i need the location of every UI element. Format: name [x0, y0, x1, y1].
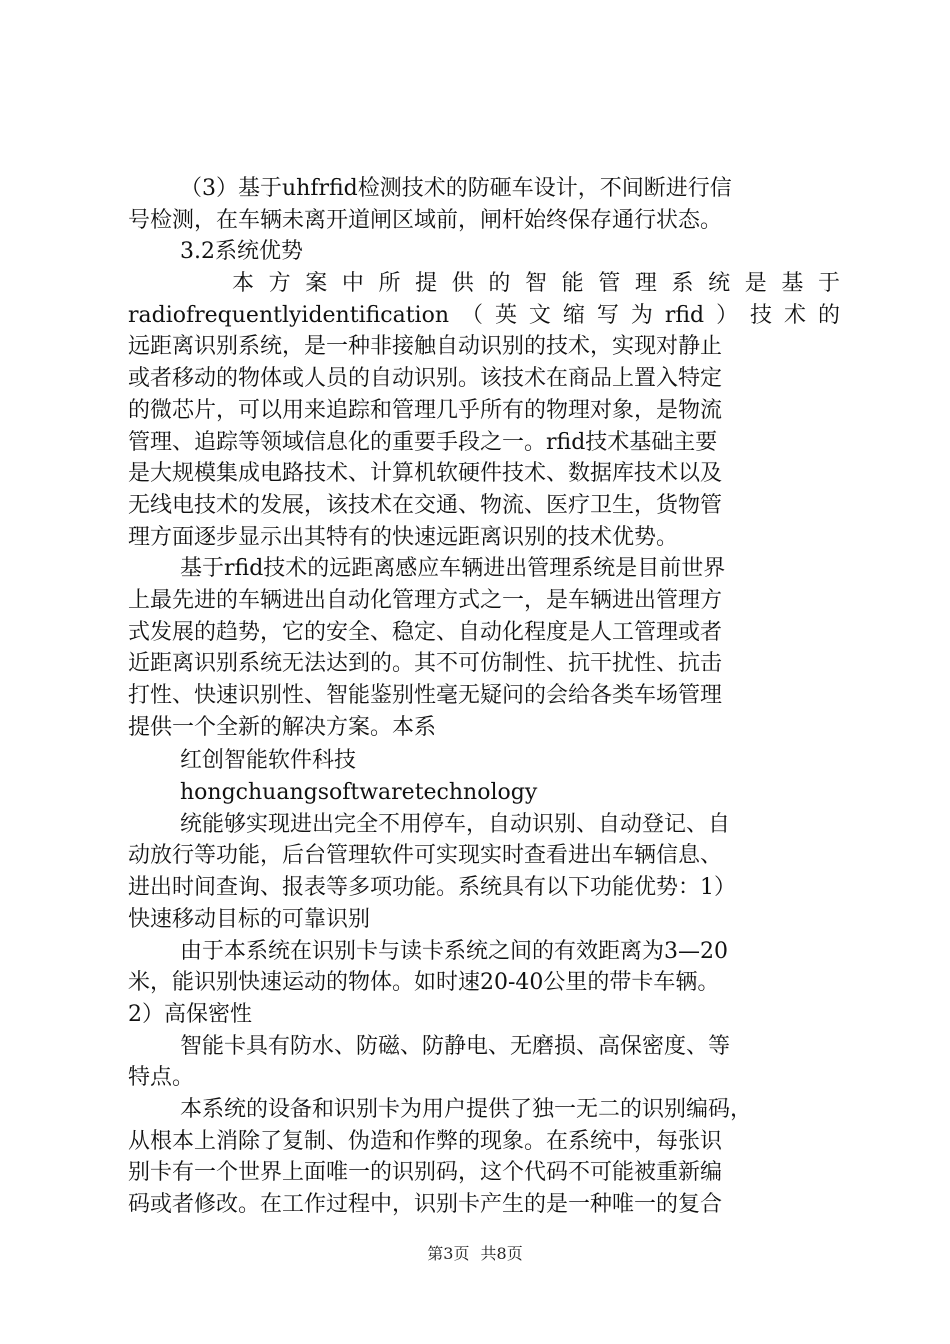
text-line: 码或者修改。在工作过程中，识别卡产生的是一种唯一的复合: [128, 1192, 723, 1217]
text-line: 从根本上消除了复制、伪造和作弊的现象。在系统中，每张识: [128, 1128, 723, 1154]
text-line: 号检测，在车辆未离开道闸区域前，闸杆始终保存通行状态。: [128, 207, 723, 233]
page-total: 共8页: [480, 1244, 523, 1263]
section-heading: 3.2系统优势: [180, 239, 303, 265]
text-line: 式发展的趋势，它的安全、稳定、自动化程度是人工管理或者: [128, 619, 723, 645]
text-line: 是大规模集成电路技术、计算机软硬件技术、数据库技术以及: [128, 461, 723, 487]
text-line: 理方面逐步显示出其特有的快速远距离识别的技术优势。: [128, 524, 679, 550]
text-line: 特点。: [128, 1065, 195, 1091]
text-line: （3）基于uhfrfid检测技术的防砸车设计，不间断进行信: [180, 176, 732, 201]
text-line: 进出时间查询、报表等多项功能。系统具有以下功能优势：1）: [128, 875, 736, 901]
text-line: 打性、快速识别性、智能鉴别性毫无疑问的会给各类车场管理: [128, 683, 723, 708]
text-line: 智能卡具有防水、防磁、防静电、无磨损、高保密度、等: [180, 1033, 731, 1059]
page-number: 第3页: [427, 1244, 470, 1263]
text-line: 统能够实现进出完全不用停车，自动识别、自动登记、自: [180, 811, 731, 837]
text-line: 的微芯片，可以用来追踪和管理几乎所有的物理对象，是物流: [128, 397, 723, 423]
text-line: 由于本系统在识别卡与读卡系统之间的有效距离为3—20: [180, 938, 728, 964]
text-line: 2）高保密性: [128, 1001, 252, 1027]
page-footer: [0, 1244, 950, 1264]
text-line: 基于rfid技术的远距离感应车辆进出管理系统是目前世界: [180, 556, 726, 582]
document-body: [128, 173, 840, 1221]
text-line: 无线电技术的发展，该技术在交通、物流、医疗卫生，货物管: [128, 492, 723, 518]
text-line: 提供一个全新的解决方案。本系: [128, 714, 437, 740]
text-line: radiofrequentlyidentification（英文缩写为rfid）技术的: [128, 302, 840, 328]
text-line: 或者移动的物体或人员的自动识别。该技术在商品上置入特定: [128, 366, 723, 392]
text-line: 本系统的设备和识别卡为用户提供了独一无二的识别编码，: [180, 1096, 753, 1122]
text-line: 远距离识别系统，是一种非接触自动识别的技术，实现对静止: [128, 334, 723, 360]
text-line: 本方案中所提供的智能管理系统是基于: [232, 271, 840, 297]
text-line: 快速移动目标的可靠识别: [128, 906, 371, 932]
text-line: 动放行等功能，后台管理软件可实现实时查看进出车辆信息、: [128, 843, 723, 869]
company-name-zh: 红创智能软件科技: [180, 748, 357, 774]
text-line: 管理、追踪等领域信息化的重要手段之一。rfid技术基础主要: [128, 429, 718, 455]
text-line: 近距离识别系统无法达到的。其不可仿制性、抗干扰性、抗击: [128, 651, 723, 677]
text-line: 上最先进的车辆进出自动化管理方式之一，是车辆进出管理方: [128, 587, 723, 613]
company-name-en: hongchuangsoftwaretechnology: [180, 780, 538, 806]
text-line: 别卡有一个世界上面唯一的识别码，这个代码不可能被重新编: [128, 1160, 723, 1186]
text-line: 米，能识别快速运动的物体。如时速20-40公里的带卡车辆。: [128, 970, 720, 996]
